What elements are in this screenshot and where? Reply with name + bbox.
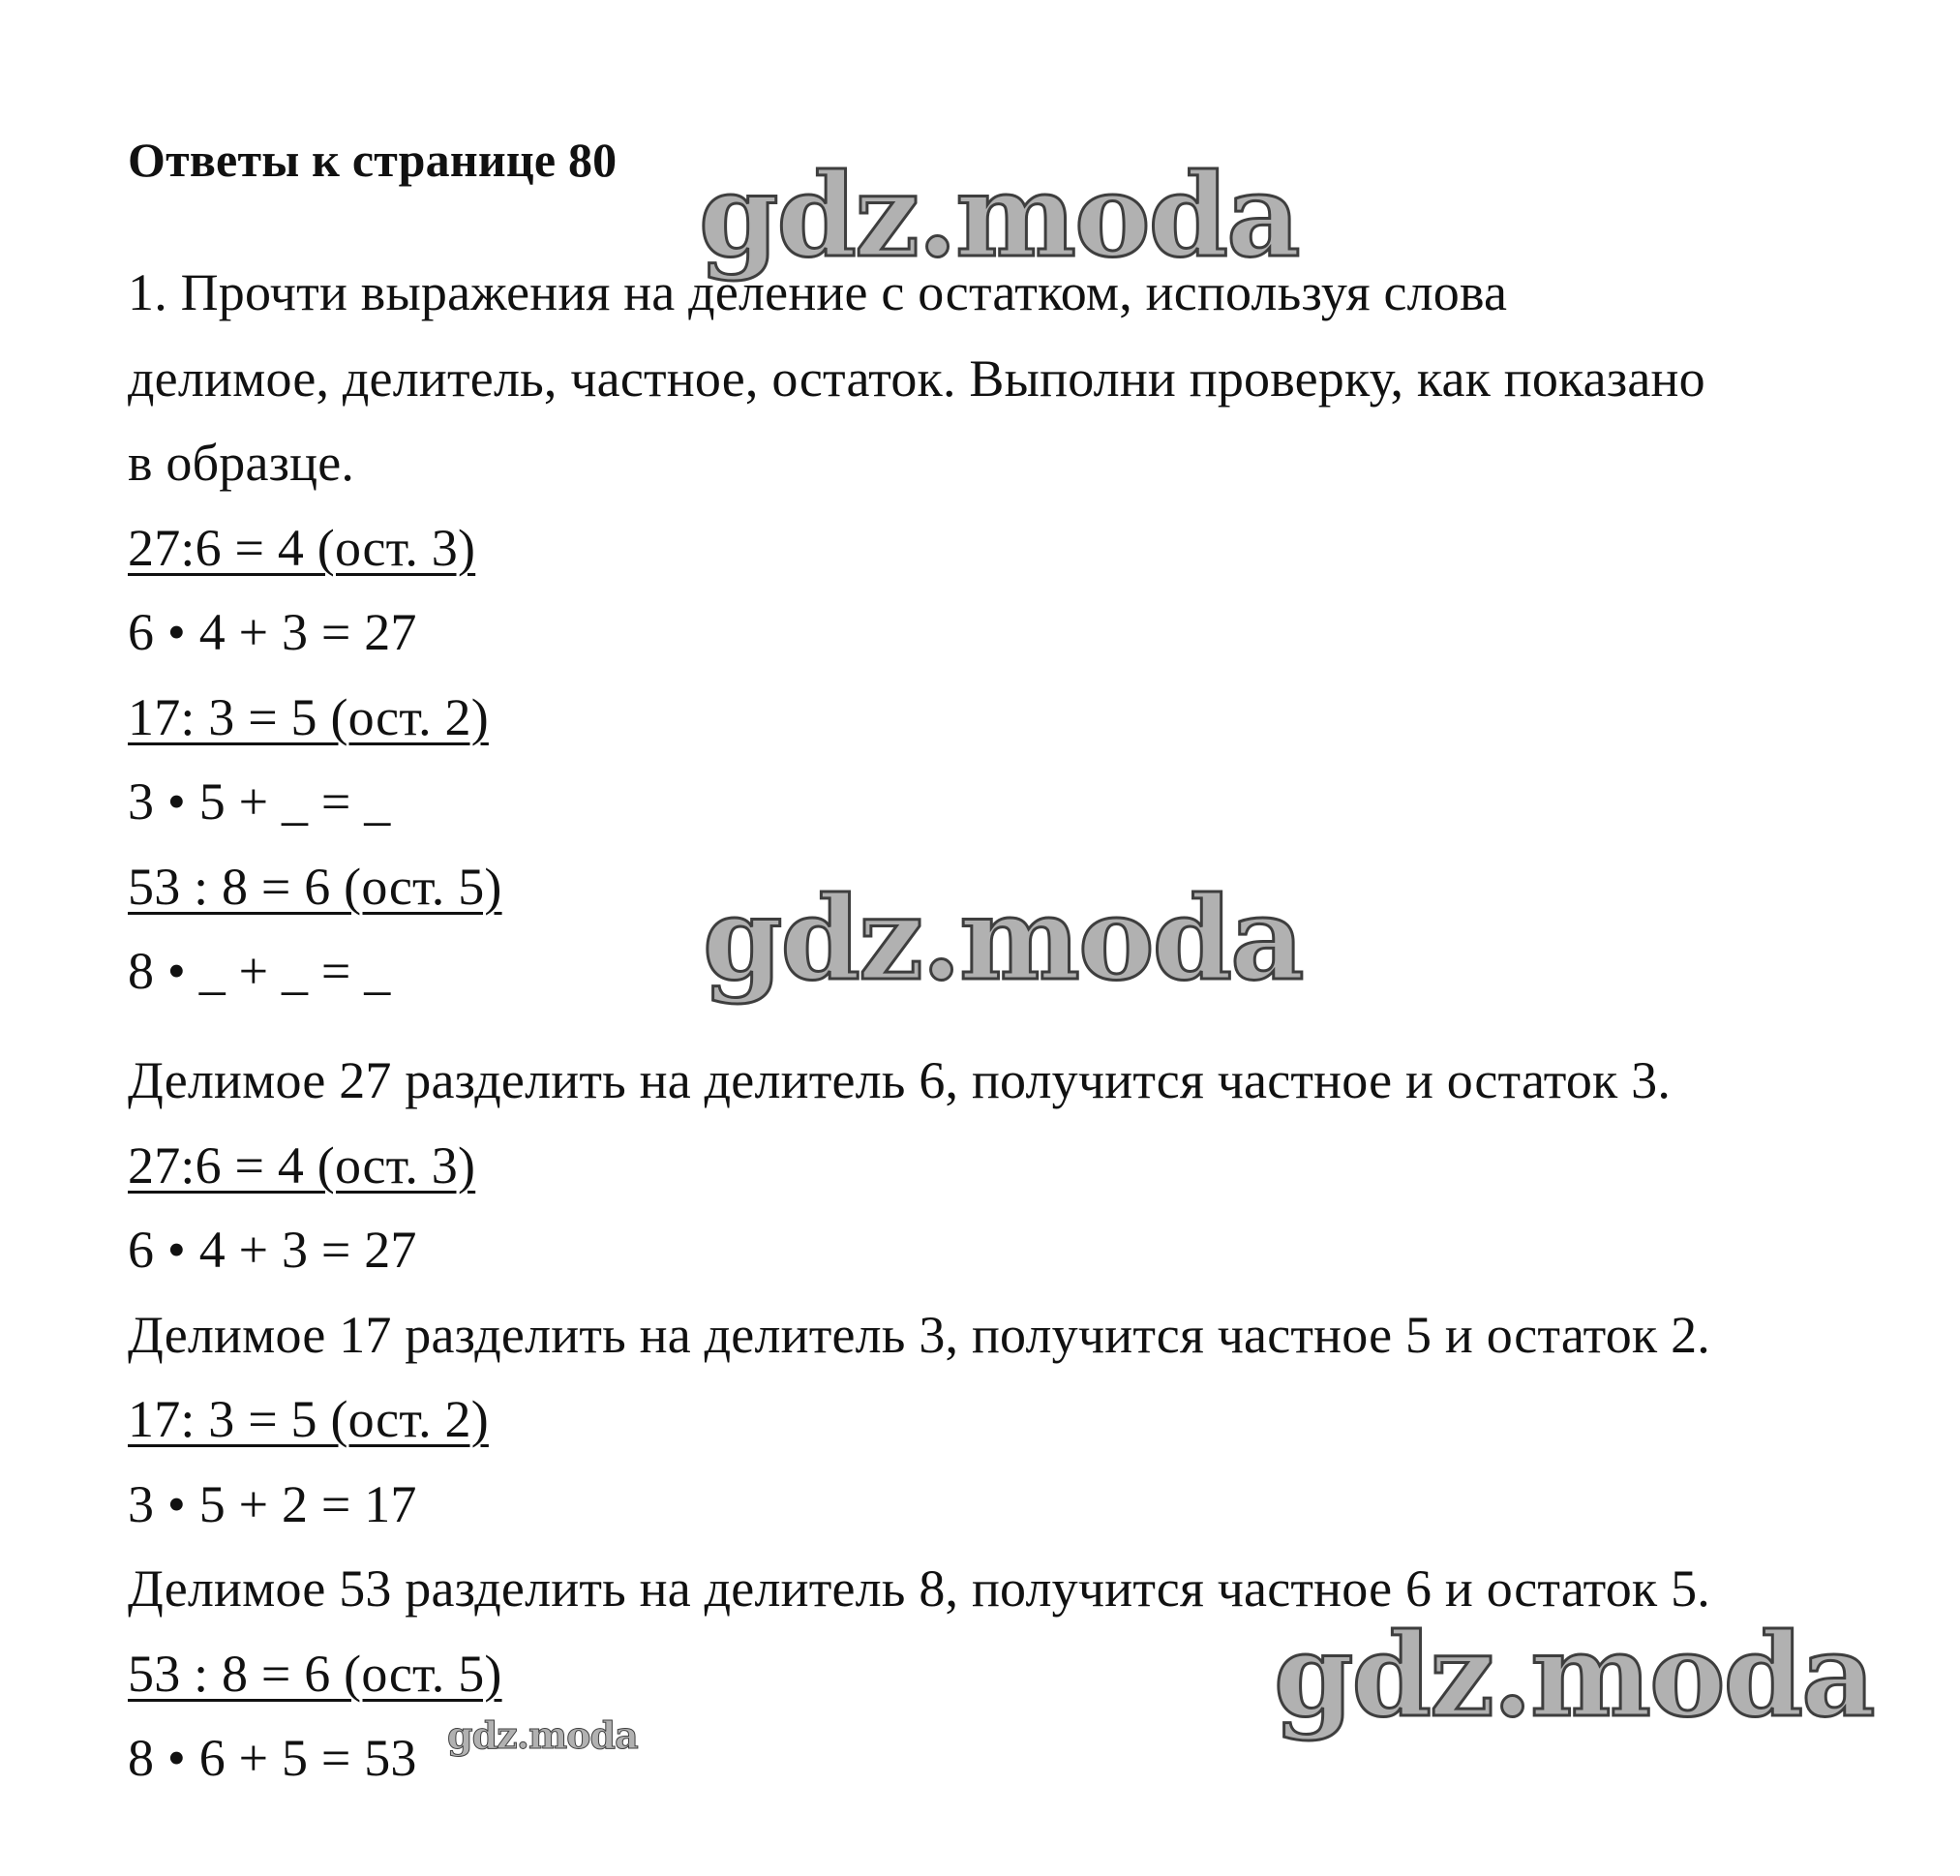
page-title: Ответы к странице 80 <box>128 133 618 187</box>
answer-line-5: 17: 3 = 5 (ост. 2) <box>128 1390 489 1448</box>
answer-line-6: 3 • 5 + 2 = 17 <box>128 1475 417 1533</box>
watermark-small: gdz.moda <box>447 1713 638 1757</box>
exercise-line-2: 6 • 4 + 3 = 27 <box>128 603 417 661</box>
watermark-top: gdz.moda <box>699 148 1299 283</box>
answer-line-7: Делимое 53 разделить на делитель 8, получится частное 6 и остаток 5. <box>128 1559 1710 1618</box>
exercise-line-4: 3 • 5 + _ = _ <box>128 772 391 831</box>
task-line-3: в образце. <box>128 434 355 492</box>
exercise-line-3: 17: 3 = 5 (ост. 2) <box>128 688 489 746</box>
task-line-1: 1. Прочти выражения на деление с остатком, используя слова <box>128 263 1508 321</box>
exercise-line-6: 8 • _ + _ = _ <box>128 942 391 1000</box>
answer-line-4: Делимое 17 разделить на делитель 3, получится частное 5 и остаток 2. <box>128 1306 1710 1364</box>
watermark-bottom-right: gdz.moda <box>1274 1608 1874 1742</box>
watermark-middle: gdz.moda <box>703 871 1303 1006</box>
exercise-line-5: 53 : 8 = 6 (ост. 5) <box>128 858 502 916</box>
answer-line-9: 8 • 6 + 5 = 53 <box>128 1729 417 1787</box>
answer-line-8: 53 : 8 = 6 (ост. 5) <box>128 1645 502 1703</box>
answer-line-1: Делимое 27 разделить на делитель 6, получится частное и остаток 3. <box>128 1051 1672 1109</box>
answer-line-2: 27:6 = 4 (ост. 3) <box>128 1136 476 1195</box>
task-line-2: делимое, делитель, частное, остаток. Выполни проверку, как показано <box>128 349 1705 408</box>
exercise-line-1: 27:6 = 4 (ост. 3) <box>128 519 476 577</box>
answer-line-3: 6 • 4 + 3 = 27 <box>128 1221 417 1279</box>
